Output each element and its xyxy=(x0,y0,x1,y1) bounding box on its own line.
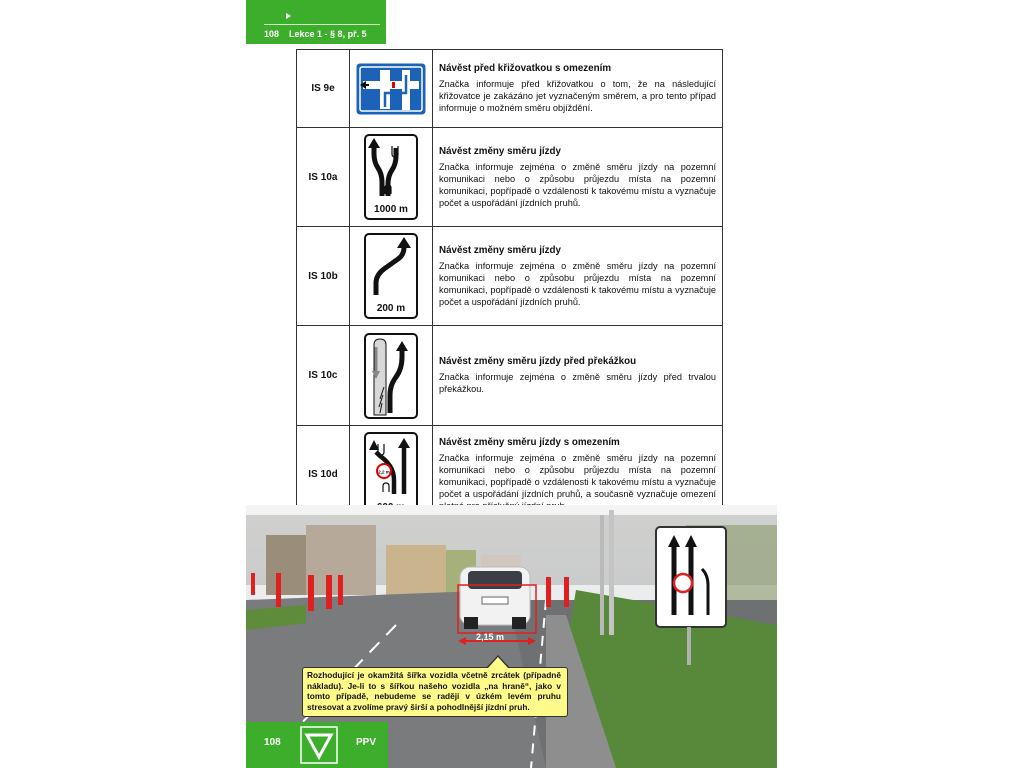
sign-is10b-icon xyxy=(364,233,418,319)
sign-code: IS 10d xyxy=(297,426,350,524)
callout-text: Rozhodující je okamžitá šířka vozidla včetně zrcátek (případně nákladu). Je-li to s šířkou našeho vozidla „na hraně“, jako v tomto případě, nebudeme se raději v úzkém levém pruhu stresovat a zvolíme pravý širší a pohodlnější jízdní pruh. xyxy=(307,670,561,712)
sign-code: IS 10b xyxy=(297,227,350,326)
yield-triangle-icon xyxy=(300,726,338,764)
sign-code: IS 9e xyxy=(297,50,350,128)
header-page-number: 108 xyxy=(264,29,280,39)
footer-page-number: 108 xyxy=(264,737,281,748)
sign-width-limit: 2,2 m xyxy=(378,469,390,474)
sign-title: Návěst změny směru jízdy s omezením xyxy=(439,437,620,448)
sign-image xyxy=(350,50,433,128)
sign-description xyxy=(433,50,723,128)
callout-tail-fill xyxy=(488,657,508,668)
table-row xyxy=(297,50,723,128)
car xyxy=(460,567,530,629)
table-row xyxy=(297,128,723,227)
sign-is9e-icon xyxy=(356,63,426,115)
sign-body: Značka informuje zejména o změně směru jízdy na pozemní komunikaci nebo o způsobu průjezdu místa na pozemní komunikaci, popřípadě o vzdálenosti k takovému místu a vyznačuje počet a uspořádání jízdních pruhů, a současně vyznačuje omezení xyxy=(439,453,716,499)
width-measure-label: 2,15 m xyxy=(476,632,505,642)
sign-image xyxy=(350,326,433,426)
sign-body: Značka informuje zejména o změně směru jízdy na pozemní komunikaci nebo o způsobu průjezdu místa na pozemní komunikaci, popřípadě o vzdálenosti k takovému místu a vyznačuje počet a uspořádání jízdních pruhů. xyxy=(439,260,716,307)
sign-code: IS 10c xyxy=(297,326,350,426)
sign-distance: 200 m xyxy=(376,303,406,314)
sign-is10c-icon xyxy=(364,333,418,419)
sign-image xyxy=(350,128,433,227)
header-text xyxy=(264,29,367,39)
sign-description xyxy=(433,326,723,426)
header-arrow-icon xyxy=(286,13,291,19)
header-reference: Lekce 1 - § 8, př. 5 xyxy=(289,29,367,39)
header-divider xyxy=(264,24,380,25)
sign-title: Návěst před křižovatkou s omezením xyxy=(439,63,612,74)
sign-description xyxy=(433,227,723,326)
book-page xyxy=(246,0,777,768)
sign-is10a-icon xyxy=(364,134,418,220)
table-row xyxy=(297,227,723,326)
footer-label: PPV xyxy=(356,737,377,748)
sign-body: Značka informuje zejména o změně směru jízdy před trvalou překážkou. xyxy=(439,372,716,394)
sign-body: Značka informuje před křižovatkou o tom, že na následující křižovatce je zakázáno jet vyznačeným směrem, a pro tento případ informuje o možném směru objíždění. xyxy=(439,79,716,113)
sign-image xyxy=(350,227,433,326)
sign-title: Návěst změny směru jízdy xyxy=(439,244,561,256)
sign-title: Návěst změny směru jízdy před překážkou xyxy=(439,356,637,367)
sign-distance: 1000 m xyxy=(374,204,408,215)
sign-description xyxy=(433,128,723,227)
signs-table xyxy=(296,49,723,524)
sign-body: Značka informuje zejména o změně směru jízdy na pozemní komunikaci nebo o způsobu průjezdu místa na pozemní komunikaci, popřípadě o vzdálenosti k takovému místu a vyznačuje počet a uspořádání jízdních pruhů. xyxy=(439,161,716,208)
table-row xyxy=(297,326,723,426)
sign-title: Návěst změny směru jízdy xyxy=(439,145,561,157)
sign-code: IS 10a xyxy=(297,128,350,227)
